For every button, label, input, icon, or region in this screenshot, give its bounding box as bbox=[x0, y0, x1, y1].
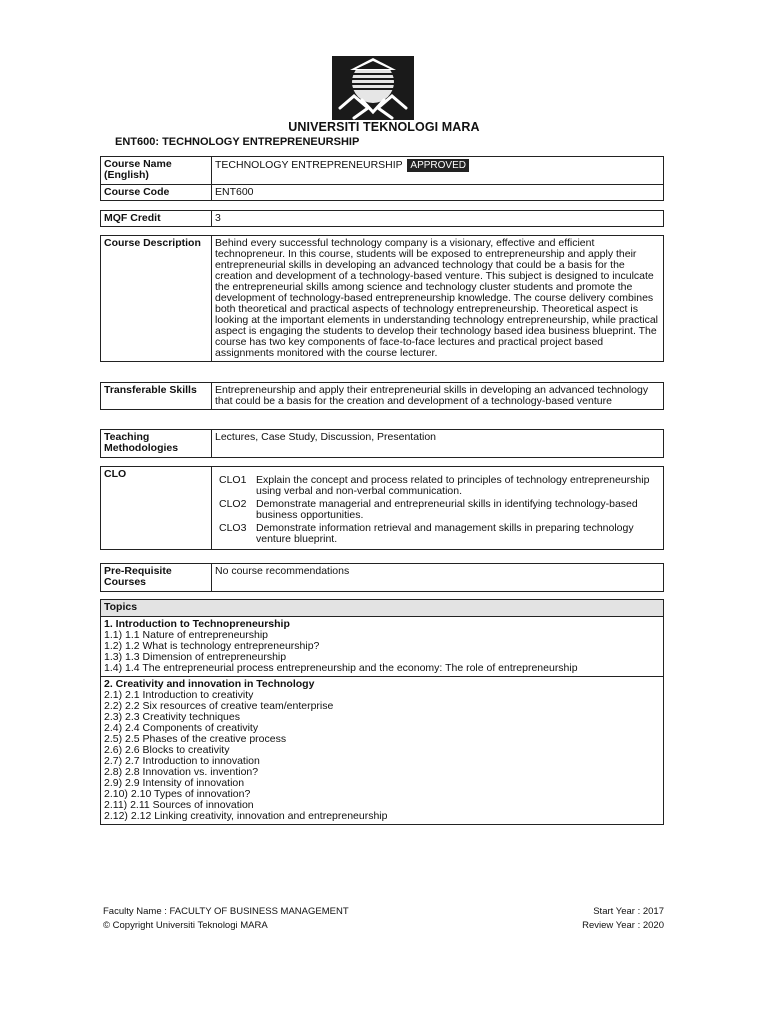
topic-section bbox=[101, 677, 664, 825]
copyright: © Copyright Universiti Teknologi MARA bbox=[103, 920, 268, 931]
clo-code: CLO3 bbox=[219, 522, 247, 534]
topic-item: 2.11) 2.11 Sources of innovation bbox=[104, 799, 254, 811]
mqf-credit-label: MQF Credit bbox=[101, 211, 212, 227]
topic-item: 2.5) 2.5 Phases of the creative process bbox=[104, 733, 287, 745]
page-footer bbox=[103, 905, 664, 933]
topic-item: 2.4) 2.4 Components of creativity bbox=[104, 722, 259, 734]
clo-item bbox=[219, 523, 660, 545]
topic-item: 1.2) 1.2 What is technology entrepreneurship? bbox=[104, 640, 320, 652]
course-code-label: Course Code bbox=[101, 185, 212, 201]
topic-title: 2. Creativity and innovation in Technology bbox=[104, 678, 315, 690]
topics-label: Topics bbox=[101, 600, 664, 617]
clo-text: Explain the concept and process related to principles of technology entrepreneurship using verbal and non-verbal communication. bbox=[256, 474, 650, 497]
course-name-row bbox=[101, 157, 664, 185]
clo-item bbox=[219, 499, 660, 521]
topic-title: 1. Introduction to Technopreneurship bbox=[104, 618, 290, 630]
footer-row bbox=[103, 919, 664, 933]
faculty-name: Faculty Name : FACULTY OF BUSINESS MANAGEMENT bbox=[103, 906, 349, 917]
course-description-label: Course Description bbox=[101, 236, 212, 362]
approved-badge: APPROVED bbox=[407, 159, 469, 172]
course-identity-table bbox=[100, 156, 664, 201]
topic-section-cell bbox=[101, 617, 664, 677]
review-year: Review Year : 2020 bbox=[582, 920, 664, 931]
topic-item: 2.8) 2.8 Innovation vs. invention? bbox=[104, 766, 259, 778]
topic-item: 2.6) 2.6 Blocks to creativity bbox=[104, 744, 230, 756]
university-name: UNIVERSITI TEKNOLOGI MARA bbox=[288, 120, 480, 134]
course-code-value: ENT600 bbox=[212, 185, 664, 201]
topic-section-cell bbox=[101, 677, 664, 825]
topic-item: 2.10) 2.10 Types of innovation? bbox=[104, 788, 251, 800]
course-heading: ENT600: TECHNOLOGY ENTREPRENEURSHIP bbox=[115, 136, 360, 148]
topic-item: 1.1) 1.1 Nature of entrepreneurship bbox=[104, 629, 269, 641]
clo-text: Demonstrate managerial and entrepreneurial skills in identifying technology-based business opportunities. bbox=[256, 498, 638, 521]
transferable-skills-label: Transferable Skills bbox=[101, 383, 212, 410]
topic-item: 1.4) 1.4 The entrepreneurial process entrepreneurship and the economy: The role of entrepreneurship bbox=[104, 662, 578, 674]
topic-item: 2.3) 2.3 Creativity techniques bbox=[104, 711, 240, 723]
clo-item bbox=[219, 475, 660, 497]
course-description-table bbox=[100, 235, 664, 362]
topic-item: 2.9) 2.9 Intensity of innovation bbox=[104, 777, 245, 789]
topic-section bbox=[101, 617, 664, 677]
prerequisite-table bbox=[100, 563, 664, 592]
topics-header-row bbox=[101, 600, 664, 617]
teaching-methodologies-table bbox=[100, 429, 664, 458]
clo-cell bbox=[212, 467, 664, 550]
prerequisite-label: Pre-Requisite Courses bbox=[101, 564, 212, 592]
clo-label: CLO bbox=[101, 467, 212, 550]
transferable-skills-table bbox=[100, 382, 664, 410]
topic-item: 1.3) 1.3 Dimension of entrepreneurship bbox=[104, 651, 287, 663]
clo-code: CLO1 bbox=[219, 474, 247, 486]
clo-list bbox=[219, 475, 660, 545]
topic-item: 2.1) 2.1 Introduction to creativity bbox=[104, 689, 254, 701]
clo-text: Demonstrate information retrieval and management skills in preparing technology venture blueprint. bbox=[256, 522, 634, 545]
clo-code: CLO2 bbox=[219, 498, 247, 510]
topics-table bbox=[100, 599, 664, 825]
course-name-label: Course Name (English) bbox=[101, 157, 212, 185]
footer-row bbox=[103, 905, 664, 919]
course-name-cell bbox=[212, 157, 664, 185]
teaching-methodologies-value: Lectures, Case Study, Discussion, Presentation bbox=[212, 430, 664, 458]
start-year: Start Year : 2017 bbox=[593, 906, 664, 917]
course-name-value: TECHNOLOGY ENTREPRENEURSHIP bbox=[215, 159, 403, 171]
mqf-credit-table bbox=[100, 210, 664, 227]
clo-table bbox=[100, 466, 664, 550]
mqf-credit-value: 3 bbox=[212, 211, 664, 227]
university-logo bbox=[332, 56, 414, 120]
transferable-skills-value: Entrepreneurship and apply their entrepreneurial skills in developing an advanced technology that could be a basis for the creation and development of a technology-based venture bbox=[212, 383, 664, 410]
course-code-row bbox=[101, 185, 664, 201]
topic-item: 2.12) 2.12 Linking creativity, innovation and entrepreneurship bbox=[104, 810, 388, 822]
course-description-value: Behind every successful technology company is a visionary, effective and efficient technopreneur. In this course, students will be exposed to entrepreneurship and apply their entrepreneurial skills in developing an advanced technology that could be a basis for the creation and development of a technology-based venture. This subject is designed to inculcate the entrepreneurial skills among science and technology cluster students and promote the development of technology-based entrepreneurship knowledge. The course delivery combines both theoretical and practical aspects of technology entrepreneurship. Theoretical aspect is looking at the important elements in understanding technology entrepreneurship, while practical aspect is engaging the students to develop their technology based idea business blueprint. The course has two key components of face-to-face lectures and practical project based assignments monitored with the course lecturer. bbox=[212, 236, 664, 362]
topic-item: 2.2) 2.2 Six resources of creative team/enterprise bbox=[104, 700, 334, 712]
topic-item: 2.7) 2.7 Introduction to innovation bbox=[104, 755, 260, 767]
prerequisite-value: No course recommendations bbox=[212, 564, 664, 592]
teaching-methodologies-label: Teaching Methodologies bbox=[101, 430, 212, 458]
